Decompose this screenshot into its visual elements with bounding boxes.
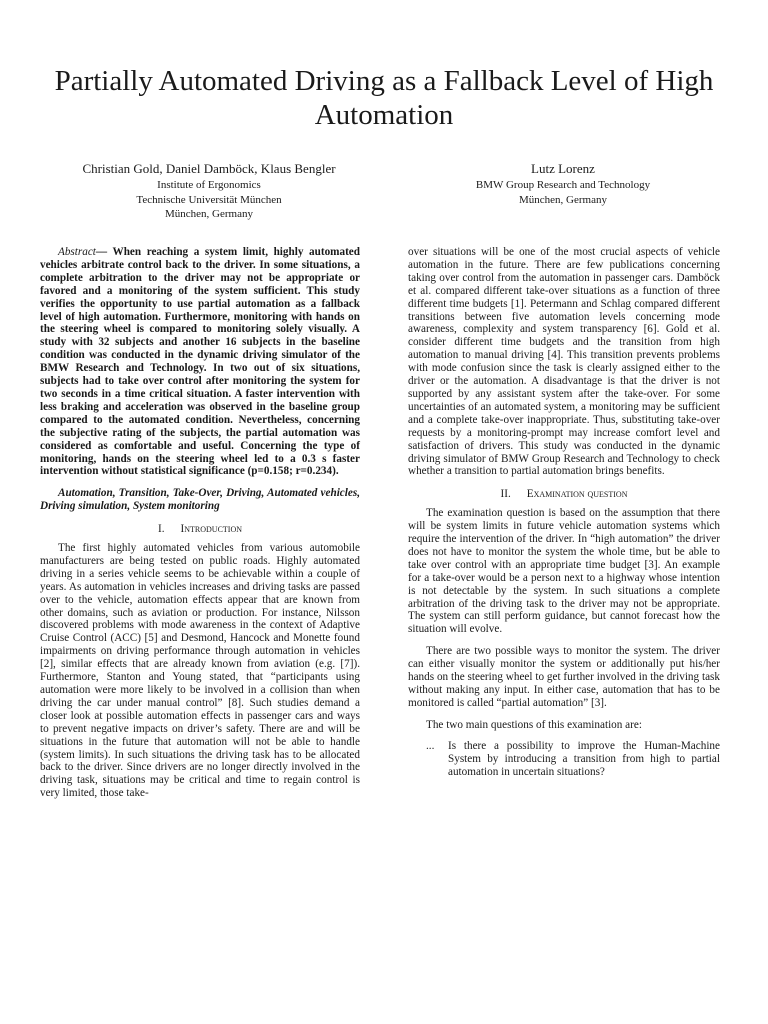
abstract <box>40 246 360 478</box>
author-block-left <box>40 160 378 222</box>
section-number: II. <box>500 488 511 501</box>
section-heading <box>408 488 720 501</box>
section-number: I. <box>157 523 165 536</box>
paragraph: The examination question is based on the assumption that there will be system limits in future vehicle automation systems which require the intervention of the driver. In “high automation” the driver does not have to monitor the system the whole time, but be able to take over control with an appropriate time budget [3]. An example for a take-over would be a person next to a highway whose intention is not detectable by the system. In such situations a complete arbitration of the driving task to the driver may not be appropriate. The system can still perform guidance, but cannot forecast how the situation will evolve. <box>408 507 720 636</box>
abstract-text: — When reaching a system limit, highly automated vehicles arbitrate control back to the driver. In some situations, a complete arbitration to the driver may not be appropriate or favored and a monitoring of the system sufficient. This study verifies the opportunity to use partial automation as a fallback level of high automation. Furthermore, monitoring with hands on the steering wheel is compared to monitoring solely visually. A study with 32 subjects and another 16 subjects in the baseline condition was conducted in the dynamic driving simulator of the BMW Research and Technology. In two out of six situations, subjects had to take over control after monitoring the system for two seconds in a time critical situation. A faster intervention with less braking and acceleration was observed in the baseline group compared to the automated condition. Nevertheless, concerning the subjective rating of the subjects, the partial automation was considered as comfortable and useful. Concerning the type of monitoring, hands on the steering wheel led to a 0.3 s faster intervention without statistical significance (p=0.158; r=0.234). <box>40 246 360 478</box>
paragraph: There are two possible ways to monitor the system. The driver can either visually monitor the system or additionally put his/her hands on the steering wheel to get further involved in the driving task without making any input. In either case, automation that has to be monitored is called “partial automation” [3]. <box>408 645 720 709</box>
paper-title: Partially Automated Driving as a Fallback Level of High Automation <box>54 65 714 131</box>
author-names: Christian Gold, Daniel Damböck, Klaus Bengler <box>82 161 336 176</box>
list-item-text: Is there a possibility to improve the Human-Machine System by introducing a transition from high to partial automation in uncertain situations? <box>448 739 720 778</box>
author-location: München, Germany <box>519 193 607 206</box>
paragraph: The two main questions of this examination are: <box>426 718 642 731</box>
section-title: Introduction <box>180 523 243 536</box>
author-affiliation: Technische Universität München <box>136 193 282 206</box>
author-affiliation: BMW Group Research and Technology <box>475 179 651 191</box>
author-location: München, Germany <box>165 208 253 220</box>
paragraph: over situations will be one of the most crucial aspects of vehicle automation in the future. There are few publications concerning taking over control from the automation in passenger cars. Damböck et al. compared different take-over situations as a function of three different time budgets [1]. Petermann and Schlag compared different transitions between five automation levels concerning mode awareness, complexity and system transparency [6]. Gold et al. consider different time budgets and the transition from high automation to manual driving [4]. This transition prevents problems with mode confusion since the task is clearly assigned either to the driver or the automation. A disadvantage is that the driver is not supported by any assistant system after the take-over. For some uncertainties of an automated system, a monitoring may be sufficient and a complete take-over inappropriate. Thus, substituting take-over requests by a monitoring-prompt may increase comfort level and satisfaction of drivers. This study was conducted in the dynamic driving simulator of BMW Group Research and Technology to check whether a transition to partial automation brings benefits. <box>408 246 720 478</box>
paragraph: The first highly automated vehicles from various automobile manufacturers are being tested on public roads. Highly automated driving in a series vehicle seems to be achievable within a couple of years. As automation in vehicles increases and driving tasks are passed over to the vehicle, automation effects appear that are known from other domains, such as aviation or production. For instance, Nilsson discovered problems with mode awareness in the context of Adaptive Cruise Control (ACC) [5] and Desmond, Hancock and Monette found impairments on driving performance through automation in vehicles [2], similar effects that are already known from aviation (e.g. [7]). Furthermore, Stanton and Young stated, that “participants using automation were more likely to be involved in a collision than when driving the car under manual control” [8]. Such studies demand a closer look at possible automation effects in passenger cars and ways to prevent negative impacts on driver’s safety. There are and will be situations in the future that automation will not be able to handle (system limits). In such situations the driving task has to be allocated back to the driver. Since drivers are no longer directly involved in the driving task, situations may be critical and time to regain control is very limited, those take- <box>40 542 360 800</box>
abstract-label: Abstract <box>58 246 96 258</box>
left-column <box>40 246 360 800</box>
list-item <box>408 740 720 779</box>
section-heading <box>40 523 360 536</box>
keywords: Automation, Transition, Take-Over, Driving, Automated vehicles, Driving simulation, System monitoring <box>40 487 360 513</box>
list-bullet: ... <box>426 739 435 752</box>
right-column <box>408 246 720 778</box>
author-names: Lutz Lorenz <box>531 161 595 176</box>
author-affiliation: Institute of Ergonomics <box>157 179 261 191</box>
author-block-right <box>398 160 728 207</box>
section-title: Examination question <box>526 488 628 501</box>
